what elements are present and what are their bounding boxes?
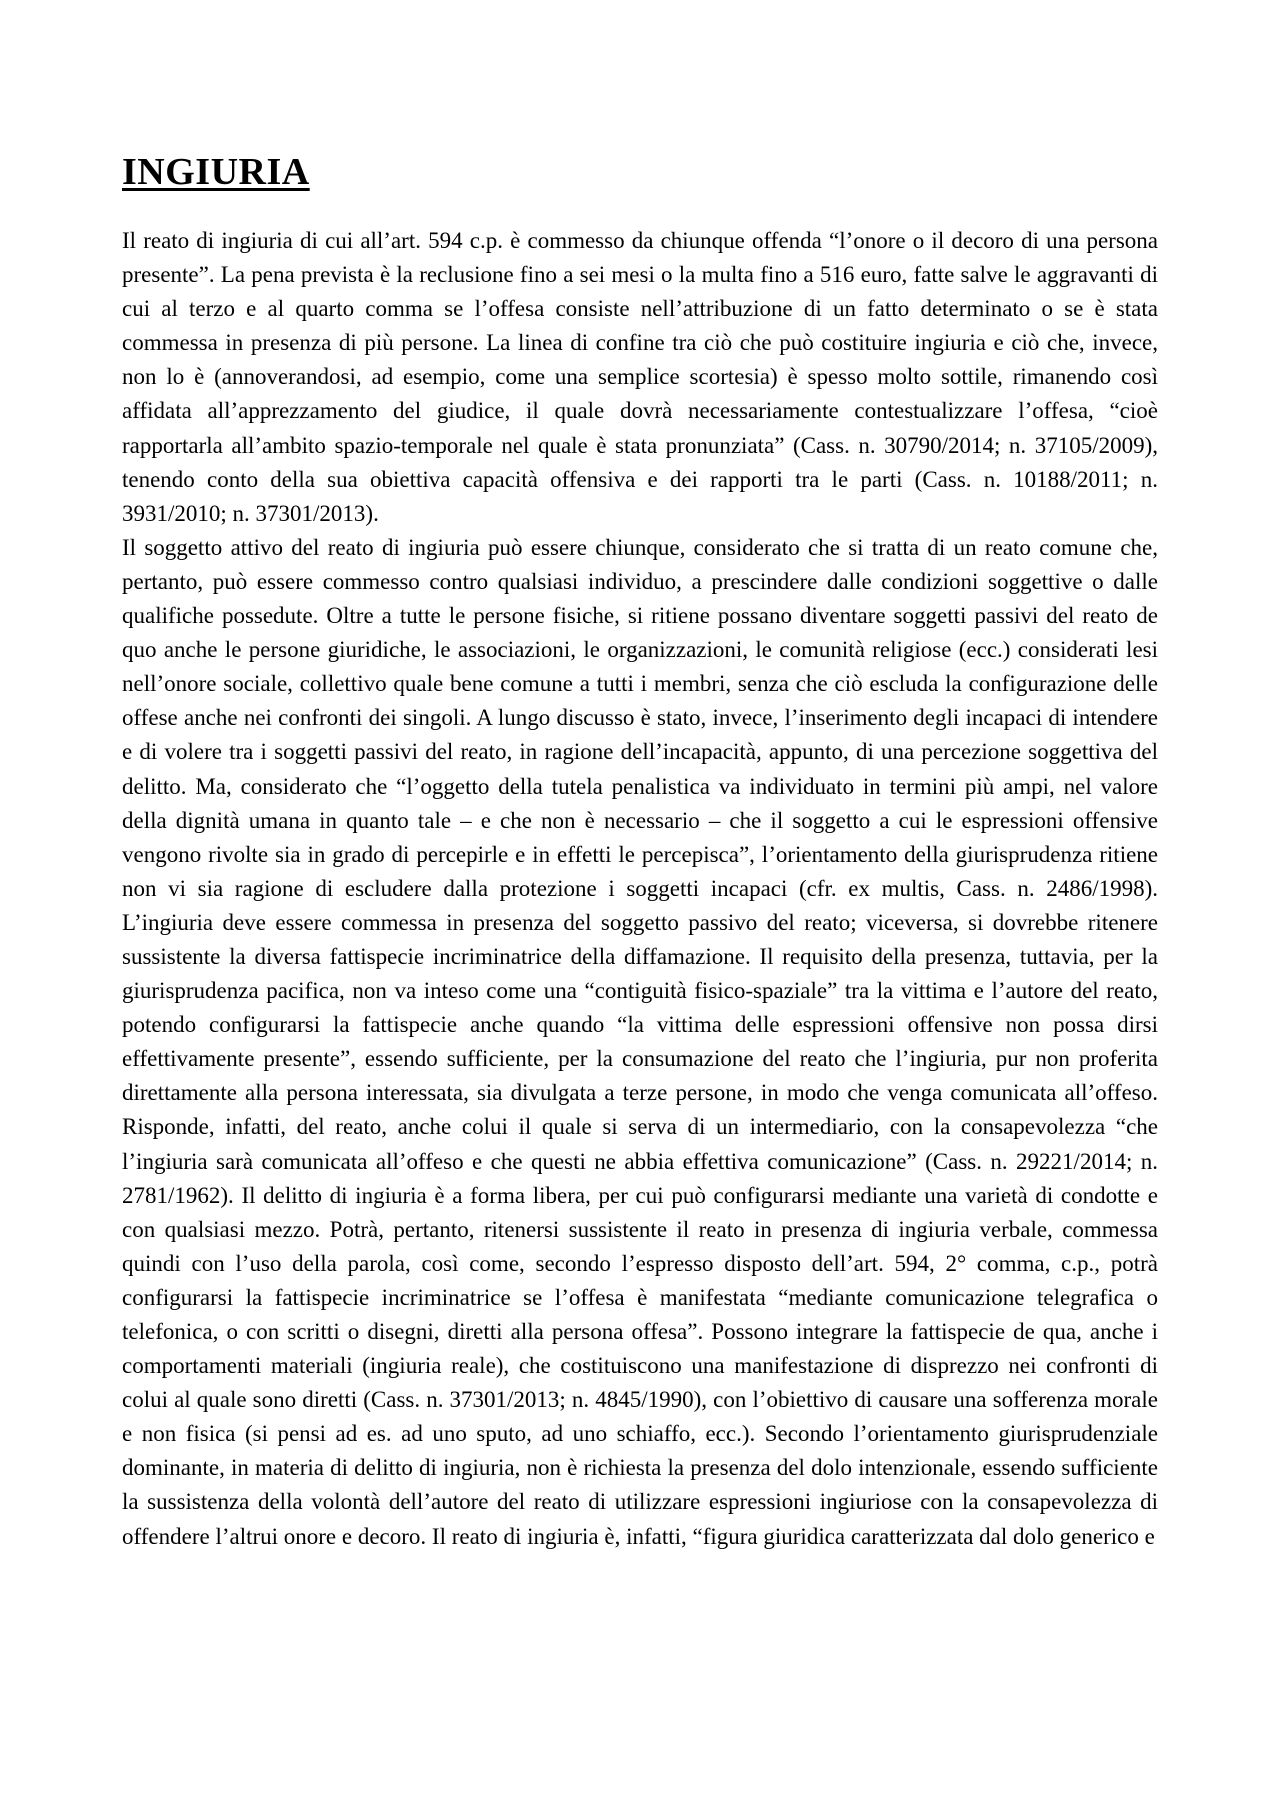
page-title: INGIURIA: [122, 151, 310, 193]
paragraph-intro: Il reato di ingiuria di cui all’art. 594 c.p. è commesso da chiunque offenda “l’onore o il decoro di una persona presente”. La pena prevista è la reclusione fino a sei mesi o la multa fino a 516 euro, fatte salve le aggravanti di cui al terzo e al quarto comma se l’offesa consiste nell’attribuzione di un fatto determinato o se è stata commessa in presenza di più persone. La linea di confine tra ciò che può costituire ingiuria e ciò che, invece, non lo è (annoverandosi, ad esempio, come una semplice scortesia) è spesso molto sottile, rimanendo così affidata all’apprezzamento del giudice, il quale dovrà necessariamente contestualizzare l’offesa, “cioè rapportarla all’ambito spazio-temporale nel quale è stata pronunziata” (Cass. n. 30790/2014; n. 37105/2009), tenendo conto della sua obiettiva capacità offensiva e dei rapporti tra le parti (Cass. n. 10188/2011; n. 3931/2010; n. 37301/2013).: [122, 228, 1158, 526]
document-body: [122, 224, 1158, 1554]
paragraph-main: Il soggetto attivo del reato di ingiuria può essere chiunque, considerato che si tratta di un reato comune che, pertanto, può essere commesso contro qualsiasi individuo, a prescindere dalle condizioni soggettive o dalle qualifiche possedute. Oltre a tutte le persone fisiche, si ritiene possano diventare soggetti passivi del reato de quo anche le persone giuridiche, le associazioni, le organizzazioni, le comunità religiose (ecc.) considerati lesi nell’onore sociale, collettivo quale bene comune a tutti i membri, senza che ciò escluda la configurazione delle offese anche nei confronti dei singoli. A lungo discusso è stato, invece, l’inserimento degli incapaci di intendere e di volere tra i soggetti passivi del reato, in ragione dell’incapacità, appunto, di una percezione soggettiva del delitto. Ma, considerato che “l’oggetto della tutela penalistica va individuato in termini più ampi, nel valore della dignità umana in quanto tale – e che non è necessario – che il soggetto a cui le espressioni offensive vengono rivolte sia in grado di percepirle e in effetti le percepisca”, l’orientamento della giurisprudenza ritiene non vi sia ragione di escludere dalla protezione i soggetti incapaci (cfr. ex multis, Cass. n. 2486/1998). L’ingiuria deve essere commessa in presenza del soggetto passivo del reato; viceversa, si dovrebbe ritenere sussistente la diversa fattispecie incriminatrice della diffamazione. Il requisito della presenza, tuttavia, per la giurisprudenza pacifica, non va inteso come una “contiguità fisico-spaziale” tra la vittima e l’autore del reato, potendo configurarsi la fattispecie anche quando “la vittima delle espressioni offensive non possa dirsi effettivamente presente”, essendo sufficiente, per la consumazione del reato che l’ingiuria, pur non proferita direttamente alla persona interessata, sia divulgata a terze persone, in modo che venga comunicata all’offeso. Risponde, infatti, del reato, anche colui il quale si serva di un intermediario, con la consapevolezza “che l’ingiuria sarà comunicata all’offeso e che questi ne abbia effettiva comunicazione” (Cass. n. 29221/2014; n. 2781/1962). Il delitto di ingiuria è a forma libera, per cui può configurarsi mediante una varietà di condotte e con qualsiasi mezzo. Potrà, pertanto, ritenersi sussistente il reato in presenza di ingiuria verbale, commessa quindi con l’uso della parola, così come, secondo l’espresso disposto dell’art. 594, 2° comma, c.p., potrà configurarsi la fattispecie incriminatrice se l’offesa è manifestata “mediante comunicazione telegrafica o telefonica, o con scritti o disegni, diretti alla persona offesa”. Possono integrare la fattispecie de qua, anche i comportamenti materiali (ingiuria reale), che costituiscono una manifestazione di disprezzo nei confronti di colui al quale sono diretti (Cass. n. 37301/2013; n. 4845/1990), con l’obiettivo di causare una sofferenza morale e non fisica (si pensi ad es. ad uno sputo, ad uno schiaffo, ecc.). Secondo l’orientamento giurisprudenziale dominante, in materia di delitto di ingiuria, non è richiesta la presenza del dolo intenzionale, essendo sufficiente la sussistenza della volontà dell’autore del reato di utilizzare espressioni ingiuriose con la consapevolezza di offendere l’altrui onore e decoro. Il reato di ingiuria è, infatti, “figura giuridica caratterizzata dal dolo generico e: [122, 534, 1158, 1549]
